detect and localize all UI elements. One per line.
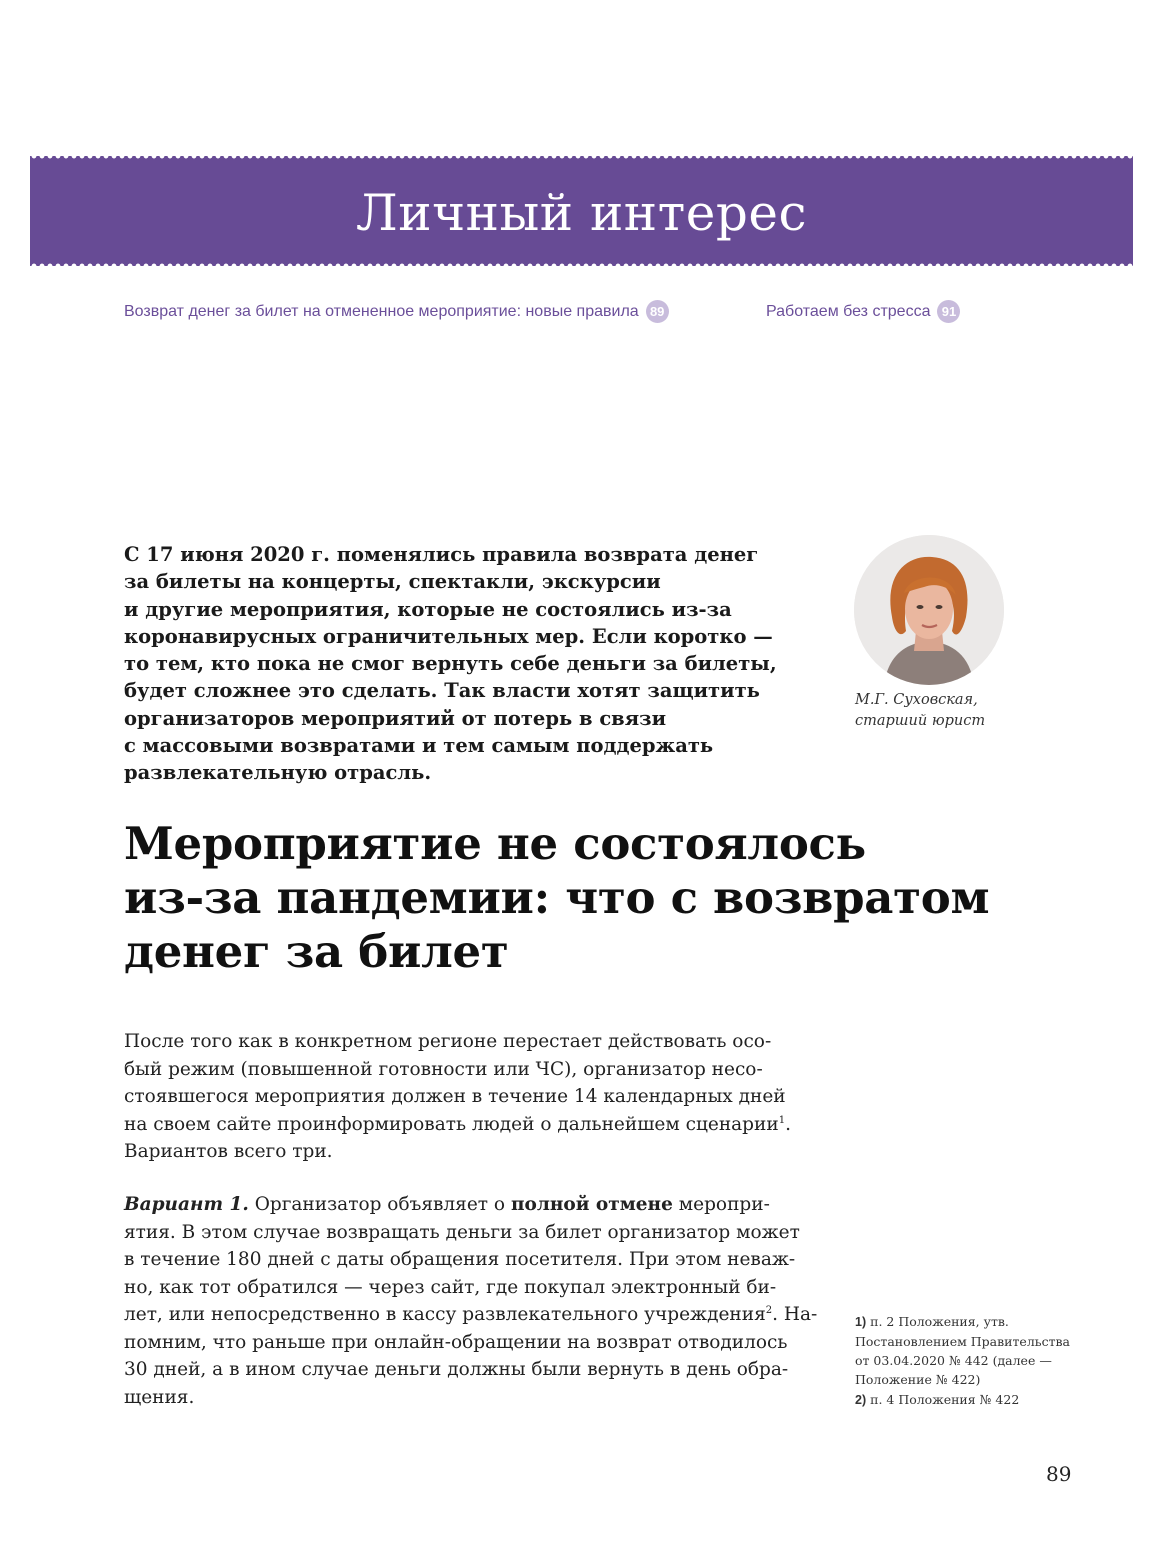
lead-line: то тем, кто пока не смог вернуть себе деньги за билеты, — [124, 652, 777, 676]
author-photo — [854, 535, 1004, 685]
lead-line: будет сложнее это сделать. Так власти хотят защитить — [124, 679, 760, 703]
footnote-line — [855, 1312, 1095, 1332]
author-portrait-illustration — [854, 535, 1004, 685]
emphasis-text: полной отмене — [510, 1194, 673, 1215]
lead-line: с массовыми возвратами и тем самым поддержать — [124, 734, 714, 758]
footnote-line: Положение № 422) — [855, 1372, 981, 1387]
body-text-run: лет, или непосредственно в кассу развлекательного учреждения — [124, 1304, 766, 1325]
body-line: помним, что раньше при онлайн-обращении на возврат отводилось — [124, 1331, 788, 1353]
author-caption — [855, 690, 1055, 732]
body-text-run: на своем сайте проинформировать людей о дальнейшем сценарии — [124, 1113, 779, 1135]
toc-link-label: Работаем без стресса — [766, 302, 931, 320]
footnotes — [855, 1312, 1095, 1411]
body-line — [124, 1111, 804, 1139]
author-role: старший юрист — [855, 713, 986, 729]
body-line — [124, 1191, 804, 1219]
body-line: бый режим (повышенной готовности или ЧС), организатор несо- — [124, 1058, 763, 1080]
footnote-text: п. 4 Положения № 422 — [870, 1392, 1020, 1407]
toc-page-badge: 91 — [937, 300, 960, 323]
body-line: щения. — [124, 1386, 195, 1408]
headline-line: Мероприятие не состоялось — [124, 817, 866, 870]
lead-line: развлекательную отрасль. — [124, 761, 432, 785]
footnote-1 — [855, 1312, 1095, 1389]
body-text-run: . На- — [772, 1304, 818, 1325]
section-banner — [30, 156, 1133, 266]
footnote-text: п. 2 Положения, утв. — [870, 1314, 1009, 1329]
body-line: в течение 180 дней с даты обращения посетителя. При этом неваж- — [124, 1249, 796, 1270]
toc-link-refund[interactable] — [124, 300, 669, 323]
article-paragraph-2 — [124, 1191, 818, 1411]
footnote-2 — [855, 1390, 1095, 1410]
section-title: Личный интерес — [356, 184, 807, 242]
body-line: После того как в конкретном регионе перестает действовать осо- — [124, 1031, 772, 1052]
body-line — [124, 1301, 818, 1329]
lead-line: коронавирусных ограничительных мер. Если коротко — — [124, 624, 773, 648]
lead-line: организаторов мероприятий от потерь в связи — [124, 706, 667, 730]
footnote-line: от 03.04.2020 № 442 (далее — — [855, 1353, 1052, 1368]
footnote-line — [855, 1390, 1095, 1410]
body-text-run: . — [785, 1113, 791, 1135]
body-line: но, как тот обратился — через сайт, где покупал электронный би- — [124, 1276, 777, 1298]
footnote-ref-2[interactable]: 2 — [765, 1305, 773, 1316]
body-line: 30 дней, а в ином случае деньги должны были вернуть в день обра- — [124, 1359, 789, 1380]
lead-line: С 17 июня 2020 г. поменялись правила возврата денег — [124, 543, 759, 566]
toc-link-label: Возврат денег за билет на отмененное мероприятие: новые правила — [124, 302, 639, 320]
table-of-contents — [0, 300, 1163, 328]
article-paragraph-1 — [124, 1028, 804, 1166]
headline-line: денег за билет — [124, 925, 509, 978]
toc-page-badge: 89 — [646, 300, 669, 323]
toc-link-stress[interactable] — [766, 300, 960, 323]
page-number: 89 — [1046, 1462, 1072, 1486]
variant-label: Вариант 1. — [124, 1194, 249, 1215]
body-line: ятия. В этом случае возвращать деньги за билет организатор может — [124, 1221, 800, 1243]
footnote-number: 1) — [855, 1315, 867, 1329]
body-text-run: меропри- — [672, 1194, 770, 1215]
footnote-ref-1[interactable]: 1 — [778, 1114, 786, 1126]
lead-paragraph — [124, 541, 804, 787]
author-name: М.Г. Суховская, — [855, 692, 978, 708]
body-text-run: Организатор объявляет о — [248, 1194, 511, 1215]
article-headline — [124, 817, 1074, 979]
footnote-number: 2) — [855, 1393, 867, 1407]
lead-line: и другие мероприятия, которые не состоялись из-за — [124, 597, 732, 621]
body-line: Вариантов всего три. — [124, 1141, 333, 1162]
body-line: стоявшегося мероприятия должен в течение 14 календарных дней — [124, 1086, 786, 1107]
footnote-line: Постановлением Правительства — [855, 1334, 1070, 1349]
headline-line: из-за пандемии: что с возвратом — [124, 871, 990, 924]
lead-line: за билеты на концерты, спектакли, экскурсии — [124, 570, 661, 594]
